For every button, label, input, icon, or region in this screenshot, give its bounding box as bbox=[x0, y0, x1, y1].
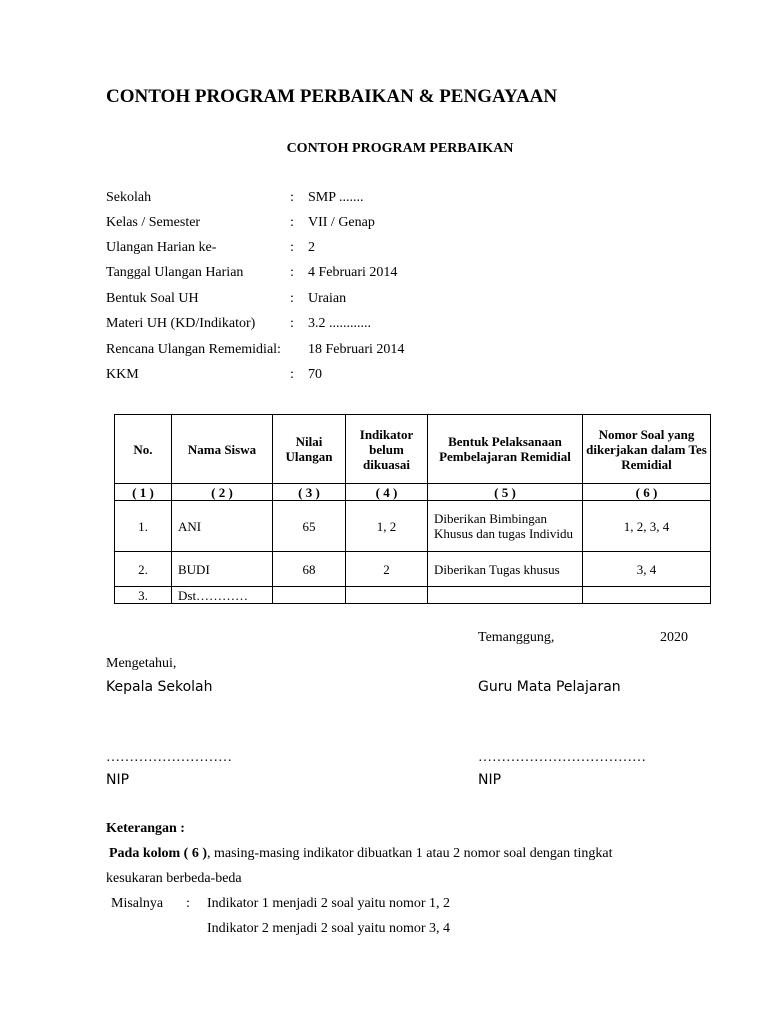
info-label: Sekolah bbox=[106, 190, 152, 205]
page-subtitle: CONTOH PROGRAM PERBAIKAN bbox=[286, 141, 514, 156]
info-value: VII / Genap bbox=[308, 215, 375, 230]
colnum-2: ( 2 ) bbox=[172, 484, 273, 501]
note-rest: , masing-masing indikator dibuatkan 1 atau 2 nomor soal dengan tingkat bbox=[207, 846, 613, 861]
guru-title: Guru Mata Pelajaran bbox=[478, 679, 621, 695]
nip-left: NIP bbox=[106, 772, 130, 788]
colnum-5: ( 5 ) bbox=[428, 484, 583, 501]
cell-nomor-soal: 3, 4 bbox=[583, 552, 711, 587]
table-row bbox=[115, 552, 711, 587]
example-2: Indikator 2 menjadi 2 soal yaitu nomor 3, 4 bbox=[207, 921, 451, 936]
info-label: Rencana Ulangan Rememidial: bbox=[106, 342, 281, 357]
info-label: Tanggal Ulangan Harian bbox=[106, 265, 244, 280]
header-indikator: Indikator belum dikuasai bbox=[346, 415, 428, 484]
info-value: 2 bbox=[308, 240, 315, 255]
info-colon: : bbox=[290, 291, 294, 306]
cell-nomor-soal bbox=[583, 587, 711, 604]
cell-bentuk: Diberikan Bimbingan Khusus dan tugas Individu bbox=[428, 501, 583, 552]
colnum-6: ( 6 ) bbox=[583, 484, 711, 501]
kepala-sekolah-title: Kepala Sekolah bbox=[106, 679, 213, 695]
info-colon: : bbox=[290, 240, 294, 255]
keterangan-label: Keterangan : bbox=[106, 821, 185, 836]
cell-nomor-soal: 1, 2, 3, 4 bbox=[583, 501, 711, 552]
misalnya-colon: : bbox=[186, 896, 190, 911]
header-no: No. bbox=[115, 415, 172, 484]
cell-nama: BUDI bbox=[172, 552, 273, 587]
note-bold: Pada kolom ( 6 ) bbox=[109, 846, 207, 861]
colnum-4: ( 4 ) bbox=[346, 484, 428, 501]
info-colon: : bbox=[290, 265, 294, 280]
table-row bbox=[115, 587, 711, 604]
place-text: Temanggung, bbox=[478, 630, 555, 645]
info-label: Kelas / Semester bbox=[106, 215, 201, 230]
cell-bentuk: Diberikan Tugas khusus bbox=[428, 552, 583, 587]
cell-bentuk bbox=[428, 587, 583, 604]
colnum-3: ( 3 ) bbox=[273, 484, 346, 501]
cell-no: 1. bbox=[115, 501, 172, 552]
info-colon: : bbox=[290, 367, 294, 382]
info-label: Materi UH (KD/Indikator) bbox=[106, 316, 256, 331]
signature-line-right: ……………………………… bbox=[478, 750, 646, 765]
info-value: SMP ....... bbox=[308, 190, 364, 205]
table-row bbox=[115, 501, 711, 552]
info-value: 3.2 ............ bbox=[308, 316, 371, 331]
info-value: 70 bbox=[308, 367, 322, 382]
cell-nilai bbox=[273, 587, 346, 604]
cell-no: 3. bbox=[115, 587, 172, 604]
cell-nama: ANI bbox=[172, 501, 273, 552]
mengetahui-text: Mengetahui, bbox=[106, 656, 177, 671]
colnum-1: ( 1 ) bbox=[115, 484, 172, 501]
note-line-2: kesukaran berbeda-beda bbox=[106, 871, 242, 886]
header-bentuk-pelaksanaan: Bentuk Pelaksanaan Pembelajaran Remidial bbox=[428, 415, 583, 484]
info-label: Bentuk Soal UH bbox=[106, 291, 199, 306]
example-1: Indikator 1 menjadi 2 soal yaitu nomor 1, 2 bbox=[207, 896, 451, 911]
misalnya-label: Misalnya bbox=[111, 896, 164, 911]
info-colon: : bbox=[290, 215, 294, 230]
header-nilai-ulangan: Nilai Ulangan bbox=[273, 415, 346, 484]
remedial-table bbox=[114, 414, 711, 604]
cell-nilai: 68 bbox=[273, 552, 346, 587]
info-value: Uraian bbox=[308, 291, 347, 306]
info-label: KKM bbox=[106, 367, 139, 382]
table-colnum-row bbox=[115, 484, 711, 501]
signature-line-left: ……………………… bbox=[106, 750, 232, 765]
header-nama-siswa: Nama Siswa bbox=[172, 415, 273, 484]
cell-indikator bbox=[346, 587, 428, 604]
cell-nilai: 65 bbox=[273, 501, 346, 552]
info-label: Ulangan Harian ke- bbox=[106, 240, 217, 255]
info-value: 18 Februari 2014 bbox=[308, 342, 405, 357]
info-value: 4 Februari 2014 bbox=[308, 265, 398, 280]
page-title: CONTOH PROGRAM PERBAIKAN & PENGAYAAN bbox=[106, 86, 558, 107]
cell-indikator: 2 bbox=[346, 552, 428, 587]
cell-nama: Dst………… bbox=[172, 587, 273, 604]
info-colon: : bbox=[290, 190, 294, 205]
note-line-1 bbox=[109, 846, 613, 862]
info-colon: : bbox=[290, 316, 294, 331]
table-header-row bbox=[115, 415, 711, 484]
cell-no: 2. bbox=[115, 552, 172, 587]
cell-indikator: 1, 2 bbox=[346, 501, 428, 552]
header-nomor-soal: Nomor Soal yang dikerjakan dalam Tes Remidial bbox=[583, 415, 711, 484]
year-text: 2020 bbox=[660, 630, 688, 645]
nip-right: NIP bbox=[478, 772, 502, 788]
